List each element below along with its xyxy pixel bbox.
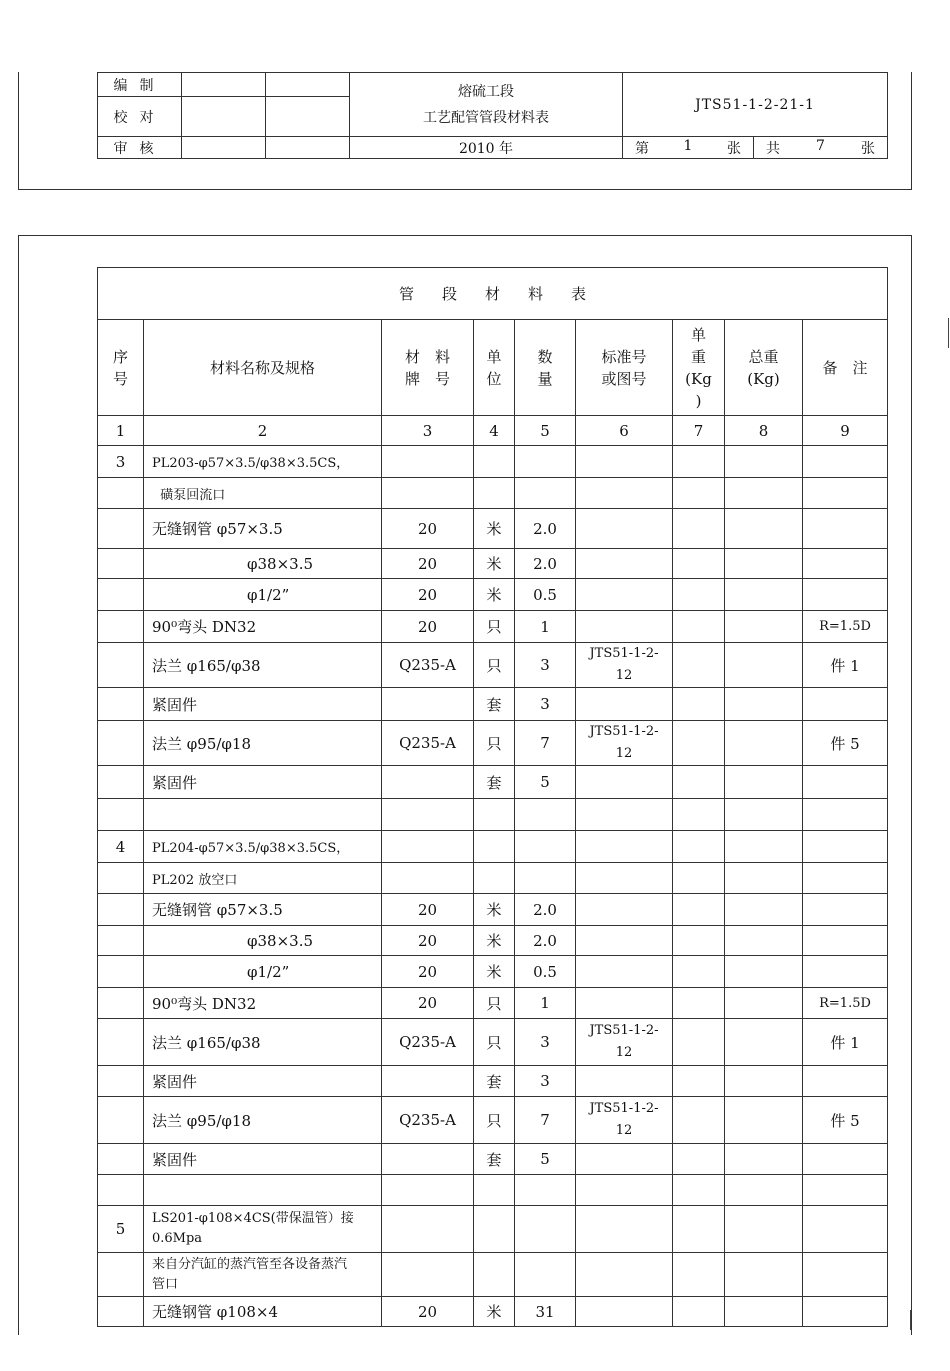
material-grade-cell: 20: [382, 549, 474, 579]
quantity-cell: 7: [515, 721, 576, 766]
material-name-cell: 来自分汽缸的蒸汽管至各设备蒸汽 管口: [144, 1253, 382, 1297]
quantity-cell: [515, 831, 576, 863]
drawing-title-line1: 熔硫工段: [458, 83, 514, 100]
seq-cell: [98, 1097, 144, 1144]
quantity-cell: 0.5: [515, 579, 576, 611]
quantity-cell: 31: [515, 1297, 576, 1327]
remark-cell: [803, 1066, 888, 1097]
table-row: [98, 926, 888, 956]
seq-cell: [98, 956, 144, 988]
material-grade-cell: [382, 799, 474, 831]
edge-mark: [948, 318, 949, 348]
standard-cell: [576, 549, 673, 579]
total-weight-cell: [725, 688, 803, 721]
unit-weight-cell: [673, 611, 725, 643]
quantity-cell: 1: [515, 988, 576, 1019]
material-name-cell: LS201-φ108×4CS(带保温管）接 0.6Mpa: [144, 1206, 382, 1253]
total-unit: 张: [861, 140, 876, 157]
standard-cell: [576, 799, 673, 831]
table-row: [98, 688, 888, 721]
seq-cell: [98, 894, 144, 926]
seq-cell: [98, 926, 144, 956]
unit-cell: 只: [474, 611, 515, 643]
total-weight-cell: [725, 863, 803, 894]
unit-cell: 米: [474, 579, 515, 611]
table-row: [98, 1297, 888, 1327]
quantity-cell: 5: [515, 766, 576, 799]
remark-cell: [803, 1297, 888, 1327]
sheet-total-cell: [754, 137, 888, 159]
seq-cell: [98, 549, 144, 579]
remark-cell: [803, 478, 888, 509]
remark-cell: [803, 579, 888, 611]
seq-cell: [98, 1175, 144, 1206]
material-grade-cell: [382, 446, 474, 478]
table-row: [98, 509, 888, 549]
remark-cell: [803, 799, 888, 831]
total-weight-cell: [725, 1297, 803, 1327]
standard-cell: [576, 831, 673, 863]
table-row: [98, 799, 888, 831]
sheet-unit: 张: [726, 140, 741, 157]
remark-cell: [803, 863, 888, 894]
table-row: [98, 766, 888, 799]
total-prefix: 共: [766, 140, 780, 157]
material-grade-cell: Q235-A: [382, 643, 474, 688]
total-weight-cell: [725, 894, 803, 926]
unit-weight-cell: [673, 721, 725, 766]
unit-weight-cell: [673, 643, 725, 688]
column-number: 4: [474, 416, 515, 446]
standard-cell: JTS51-1-2- 12: [576, 643, 673, 688]
material-grade-cell: [382, 1066, 474, 1097]
total-weight-cell: [725, 799, 803, 831]
unit-weight-cell: [673, 926, 725, 956]
seq-cell: [98, 1066, 144, 1097]
remark-cell: [803, 509, 888, 549]
unit-cell: 套: [474, 766, 515, 799]
remark-cell: [803, 446, 888, 478]
table-row: [98, 1206, 888, 1253]
quantity-cell: 3: [515, 1019, 576, 1066]
material-name-cell: 法兰 φ165/φ38: [144, 643, 382, 688]
material-name-cell: 紧固件: [144, 1066, 382, 1097]
material-grade-cell: Q235-A: [382, 1097, 474, 1144]
seq-cell: [98, 478, 144, 509]
total-weight-cell: [725, 446, 803, 478]
table-row: [98, 478, 888, 509]
quantity-cell: [515, 863, 576, 894]
column-header: 备 注: [803, 320, 888, 416]
signature-cell: [182, 137, 266, 159]
table-row: [98, 863, 888, 894]
material-name-cell: 紧固件: [144, 766, 382, 799]
header-row: [98, 320, 888, 416]
remark-cell: 件 5: [803, 721, 888, 766]
title-block: [97, 72, 888, 159]
unit-weight-cell: [673, 1066, 725, 1097]
material-grade-cell: Q235-A: [382, 1019, 474, 1066]
seq-cell: [98, 579, 144, 611]
unit-cell: [474, 863, 515, 894]
standard-cell: [576, 863, 673, 894]
total-no: 7: [816, 137, 825, 154]
table-row: [98, 643, 888, 688]
unit-weight-cell: [673, 549, 725, 579]
standard-cell: [576, 1206, 673, 1253]
total-weight-cell: [725, 1144, 803, 1175]
unit-cell: [474, 1175, 515, 1206]
material-grade-cell: [382, 766, 474, 799]
column-header: 总重 (Kg): [725, 320, 803, 416]
column-header: 标准号 或图号: [576, 320, 673, 416]
unit-cell: 套: [474, 1066, 515, 1097]
unit-weight-cell: [673, 831, 725, 863]
standard-cell: [576, 478, 673, 509]
unit-weight-cell: [673, 1206, 725, 1253]
unit-cell: 米: [474, 1297, 515, 1327]
material-grade-cell: [382, 1206, 474, 1253]
unit-cell: 只: [474, 1097, 515, 1144]
unit-weight-cell: [673, 1144, 725, 1175]
total-weight-cell: [725, 1175, 803, 1206]
table-row: [98, 956, 888, 988]
date-cell: [266, 73, 350, 97]
remark-cell: 件 5: [803, 1097, 888, 1144]
remark-cell: [803, 766, 888, 799]
material-name-cell: 紧固件: [144, 688, 382, 721]
material-grade-cell: Q235-A: [382, 721, 474, 766]
edge-mark: [910, 1310, 911, 1330]
unit-weight-cell: [673, 688, 725, 721]
column-header: 材料名称及规格: [144, 320, 382, 416]
remark-cell: R=1.5D: [803, 988, 888, 1019]
unit-weight-cell: [673, 1019, 725, 1066]
standard-cell: [576, 1144, 673, 1175]
material-grade-cell: [382, 1175, 474, 1206]
material-grade-cell: 20: [382, 956, 474, 988]
table-row: [98, 1144, 888, 1175]
column-number: 1: [98, 416, 144, 446]
column-header: 单 位: [474, 320, 515, 416]
table-row: [98, 1097, 888, 1144]
column-number: 6: [576, 416, 673, 446]
column-number: 9: [803, 416, 888, 446]
label-reviewed: 审核: [98, 137, 182, 159]
standard-cell: [576, 509, 673, 549]
quantity-cell: [515, 446, 576, 478]
table-row: [98, 988, 888, 1019]
standard-cell: [576, 579, 673, 611]
standard-cell: [576, 926, 673, 956]
drawing-title: [350, 73, 623, 137]
total-weight-cell: [725, 611, 803, 643]
total-weight-cell: [725, 1066, 803, 1097]
quantity-cell: [515, 1175, 576, 1206]
material-name-cell: 90⁰弯头 DN32: [144, 611, 382, 643]
table-row: [98, 579, 888, 611]
unit-cell: 套: [474, 688, 515, 721]
material-name-cell: 无缝钢管 φ57×3.5: [144, 894, 382, 926]
remark-cell: [803, 549, 888, 579]
column-number-row: [98, 416, 888, 446]
seq-cell: [98, 766, 144, 799]
material-grade-cell: [382, 1253, 474, 1297]
standard-cell: JTS51-1-2- 12: [576, 721, 673, 766]
remark-cell: 件 1: [803, 643, 888, 688]
table-row: [98, 611, 888, 643]
standard-cell: [576, 988, 673, 1019]
seq-cell: [98, 988, 144, 1019]
seq-cell: [98, 509, 144, 549]
standard-cell: [576, 766, 673, 799]
label-checked: 校对: [98, 97, 182, 137]
sheet-no: 1: [683, 137, 693, 154]
material-grade-cell: [382, 688, 474, 721]
table-row: [98, 446, 888, 478]
material-name-cell: 磺泵回流口: [144, 478, 382, 509]
unit-weight-cell: [673, 956, 725, 988]
material-name-cell: PL204-φ57×3.5/φ38×3.5CS，: [144, 831, 382, 863]
material-name-cell: 无缝钢管 φ57×3.5: [144, 509, 382, 549]
material-grade-cell: 20: [382, 509, 474, 549]
drawing-title-line2: 工艺配管管段材料表: [423, 109, 549, 126]
total-weight-cell: [725, 926, 803, 956]
table-row: [98, 1019, 888, 1066]
unit-weight-cell: [673, 1297, 725, 1327]
quantity-cell: 2.0: [515, 894, 576, 926]
drawing-year: 2010 年: [350, 137, 623, 159]
remark-cell: [803, 956, 888, 988]
material-grade-cell: 20: [382, 611, 474, 643]
material-name-cell: [144, 799, 382, 831]
total-weight-cell: [725, 1206, 803, 1253]
column-number: 7: [673, 416, 725, 446]
unit-cell: 只: [474, 643, 515, 688]
column-header: 序 号: [98, 320, 144, 416]
remark-cell: [803, 1175, 888, 1206]
material-grade-cell: [382, 831, 474, 863]
standard-cell: [576, 1066, 673, 1097]
material-name-cell: 法兰 φ95/φ18: [144, 1097, 382, 1144]
quantity-cell: 0.5: [515, 956, 576, 988]
material-name-cell: 90⁰弯头 DN32: [144, 988, 382, 1019]
quantity-cell: 3: [515, 1066, 576, 1097]
material-name-cell: [144, 1175, 382, 1206]
remark-cell: [803, 926, 888, 956]
table-row: [98, 1175, 888, 1206]
drawing-number: JTS51-1-2-21-1: [623, 73, 888, 137]
material-name-cell: 无缝钢管 φ108×4: [144, 1297, 382, 1327]
quantity-cell: 7: [515, 1097, 576, 1144]
quantity-cell: [515, 799, 576, 831]
standard-cell: [576, 1175, 673, 1206]
column-number: 8: [725, 416, 803, 446]
seq-cell: [98, 1144, 144, 1175]
table-row: [98, 549, 888, 579]
material-name-cell: φ38×3.5: [144, 549, 382, 579]
total-weight-cell: [725, 988, 803, 1019]
total-weight-cell: [725, 643, 803, 688]
seq-cell: 4: [98, 831, 144, 863]
remark-cell: R=1.5D: [803, 611, 888, 643]
quantity-cell: 1: [515, 611, 576, 643]
standard-cell: [576, 956, 673, 988]
quantity-cell: 2.0: [515, 509, 576, 549]
unit-weight-cell: [673, 766, 725, 799]
standard-cell: [576, 688, 673, 721]
quantity-cell: 2.0: [515, 549, 576, 579]
total-weight-cell: [725, 579, 803, 611]
label-compiled: 编制: [98, 73, 182, 97]
unit-cell: 套: [474, 1144, 515, 1175]
unit-weight-cell: [673, 446, 725, 478]
unit-weight-cell: [673, 799, 725, 831]
unit-cell: 只: [474, 721, 515, 766]
sheet-prefix: 第: [635, 140, 649, 157]
unit-cell: [474, 1253, 515, 1297]
total-weight-cell: [725, 509, 803, 549]
unit-weight-cell: [673, 894, 725, 926]
material-name-cell: 法兰 φ165/φ38: [144, 1019, 382, 1066]
total-weight-cell: [725, 1019, 803, 1066]
seq-cell: [98, 1253, 144, 1297]
unit-cell: 米: [474, 926, 515, 956]
material-name-cell: 法兰 φ95/φ18: [144, 721, 382, 766]
unit-cell: [474, 799, 515, 831]
seq-cell: [98, 643, 144, 688]
column-number: 2: [144, 416, 382, 446]
seq-cell: [98, 863, 144, 894]
material-name-cell: PL202 放空口: [144, 863, 382, 894]
column-header: 数 量: [515, 320, 576, 416]
seq-cell: [98, 688, 144, 721]
material-name-cell: PL203-φ57×3.5/φ38×3.5CS，: [144, 446, 382, 478]
table-row: [98, 1066, 888, 1097]
material-grade-cell: 20: [382, 988, 474, 1019]
total-weight-cell: [725, 831, 803, 863]
total-weight-cell: [725, 1097, 803, 1144]
material-grade-cell: [382, 1144, 474, 1175]
remark-cell: [803, 1253, 888, 1297]
column-header: 材 料 牌 号: [382, 320, 474, 416]
date-cell: [266, 97, 350, 137]
material-name-cell: φ1/2”: [144, 579, 382, 611]
material-grade-cell: 20: [382, 894, 474, 926]
material-grade-cell: [382, 478, 474, 509]
seq-cell: [98, 1019, 144, 1066]
quantity-cell: [515, 478, 576, 509]
unit-cell: 只: [474, 1019, 515, 1066]
total-weight-cell: [725, 766, 803, 799]
unit-weight-cell: [673, 509, 725, 549]
seq-cell: 3: [98, 446, 144, 478]
unit-weight-cell: [673, 478, 725, 509]
total-weight-cell: [725, 1253, 803, 1297]
unit-weight-cell: [673, 1253, 725, 1297]
material-grade-cell: 20: [382, 579, 474, 611]
unit-cell: 米: [474, 549, 515, 579]
table-row: [98, 1253, 888, 1297]
table-row: [98, 894, 888, 926]
remark-cell: [803, 894, 888, 926]
remark-cell: [803, 831, 888, 863]
unit-weight-cell: [673, 988, 725, 1019]
total-weight-cell: [725, 721, 803, 766]
standard-cell: [576, 1297, 673, 1327]
unit-cell: 米: [474, 956, 515, 988]
table-title: 管段材料表: [98, 268, 888, 320]
seq-cell: [98, 1297, 144, 1327]
seq-cell: [98, 611, 144, 643]
remark-cell: [803, 688, 888, 721]
quantity-cell: [515, 1206, 576, 1253]
material-grade-cell: [382, 863, 474, 894]
remark-cell: [803, 1206, 888, 1253]
standard-cell: [576, 446, 673, 478]
standard-cell: JTS51-1-2- 12: [576, 1019, 673, 1066]
material-name-cell: 紧固件: [144, 1144, 382, 1175]
date-cell: [266, 137, 350, 159]
unit-cell: 米: [474, 509, 515, 549]
unit-weight-cell: [673, 863, 725, 894]
quantity-cell: [515, 1253, 576, 1297]
unit-cell: [474, 831, 515, 863]
material-name-cell: φ38×3.5: [144, 926, 382, 956]
seq-cell: 5: [98, 1206, 144, 1253]
seq-cell: [98, 799, 144, 831]
remark-cell: [803, 1144, 888, 1175]
unit-cell: 米: [474, 894, 515, 926]
unit-weight-cell: [673, 1097, 725, 1144]
column-number: 5: [515, 416, 576, 446]
standard-cell: [576, 611, 673, 643]
quantity-cell: 2.0: [515, 926, 576, 956]
seq-cell: [98, 721, 144, 766]
unit-cell: [474, 1206, 515, 1253]
total-weight-cell: [725, 956, 803, 988]
sheet-number-cell: [623, 137, 754, 159]
quantity-cell: 3: [515, 688, 576, 721]
unit-cell: 只: [474, 988, 515, 1019]
material-name-cell: φ1/2”: [144, 956, 382, 988]
signature-cell: [182, 97, 266, 137]
column-header: 单 重 (Kg ): [673, 320, 725, 416]
unit-weight-cell: [673, 1175, 725, 1206]
unit-cell: [474, 446, 515, 478]
standard-cell: [576, 1253, 673, 1297]
signature-cell: [182, 73, 266, 97]
standard-cell: [576, 894, 673, 926]
table-row: [98, 721, 888, 766]
standard-cell: JTS51-1-2- 12: [576, 1097, 673, 1144]
material-grade-cell: 20: [382, 1297, 474, 1327]
quantity-cell: 3: [515, 643, 576, 688]
remark-cell: 件 1: [803, 1019, 888, 1066]
quantity-cell: 5: [515, 1144, 576, 1175]
total-weight-cell: [725, 478, 803, 509]
total-weight-cell: [725, 549, 803, 579]
unit-cell: [474, 478, 515, 509]
table-row: [98, 831, 888, 863]
column-number: 3: [382, 416, 474, 446]
material-table: [97, 267, 888, 1327]
material-grade-cell: 20: [382, 926, 474, 956]
unit-weight-cell: [673, 579, 725, 611]
